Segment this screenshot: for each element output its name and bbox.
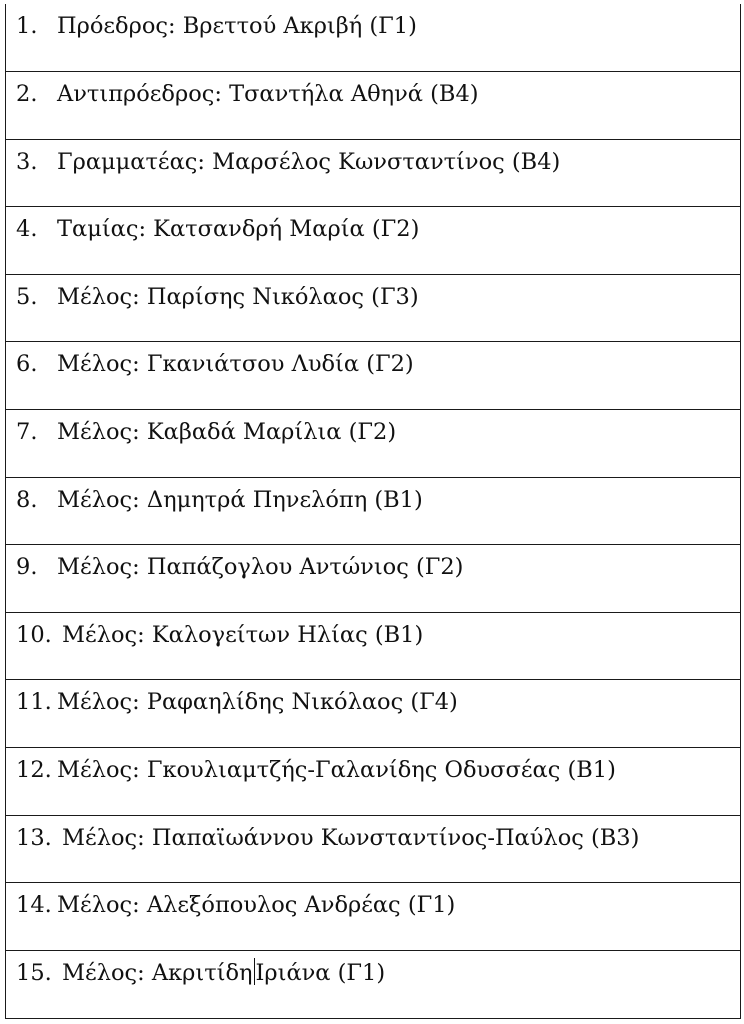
row-text <box>62 958 740 988</box>
row-text: Μέλος: Ραφαηλίδης Νικόλαος (Γ4) <box>57 689 458 716</box>
row-number: 12. <box>16 757 52 784</box>
table-row <box>6 274 740 342</box>
table-row <box>6 342 740 410</box>
table-row <box>6 207 740 275</box>
row-text: Ταμίας: Κατσανδρή Μαρία (Γ2) <box>57 216 420 243</box>
row-text: Μέλος: Γκανιάτσου Λυδία (Γ2) <box>57 351 414 378</box>
row-text-before-caret: Μέλος: Ακριτίδη <box>62 959 253 986</box>
row-number: 3. <box>16 148 38 175</box>
row-text: Μέλος: Γκουλιαμτζής-Γαλανίδης Οδυσσέας (Β1) <box>57 757 616 784</box>
table-row <box>6 612 740 680</box>
table-cell[interactable] <box>6 680 740 748</box>
table-cell[interactable] <box>6 207 740 275</box>
row-text: Μέλος: Καβαδά Μαρίλια (Γ2) <box>57 419 397 446</box>
row-number: 1. <box>16 13 38 39</box>
row-text: Μέλος: Παρίσης Νικόλαος (Γ3) <box>57 283 419 310</box>
table-row <box>6 950 740 1018</box>
table-cell[interactable] <box>6 274 740 342</box>
row-text: Μέλος: Δημητρά Πηνελόπη (Β1) <box>57 486 423 513</box>
table-cell[interactable] <box>6 545 740 613</box>
table-cell[interactable] <box>6 748 740 816</box>
table-row <box>6 477 740 545</box>
row-text: Γραμματέας: Μαρσέλος Κωνσταντίνος (Β4) <box>57 148 561 175</box>
table-row <box>6 410 740 478</box>
table-cell[interactable] <box>6 612 740 680</box>
text-cursor <box>254 958 255 985</box>
table-row <box>6 815 740 883</box>
row-number: 6. <box>16 351 38 378</box>
table-cell[interactable] <box>6 410 740 478</box>
table-cell[interactable] <box>6 883 740 951</box>
row-number: 8. <box>16 486 38 513</box>
row-number: 7. <box>16 419 38 446</box>
table-cell[interactable] <box>6 4 740 72</box>
table-row <box>6 883 740 951</box>
table-cell[interactable] <box>6 477 740 545</box>
table-row <box>6 545 740 613</box>
table-cell[interactable] <box>6 139 740 207</box>
row-number: 13. <box>16 824 52 851</box>
row-text: Μέλος: Παπάζογλου Αντώνιος (Γ2) <box>57 554 464 581</box>
row-text: Μέλος: Παπαϊωάννου Κωνσταντίνος-Παύλος (Β3) <box>62 824 640 851</box>
row-number: 11. <box>16 689 52 716</box>
table-row <box>6 4 740 72</box>
table-row <box>6 748 740 816</box>
row-text: Μέλος: Καλογείτων Ηλίας (Β1) <box>62 621 424 648</box>
row-number: 4. <box>16 216 38 243</box>
row-text: Μέλος: Αλεξόπουλος Ανδρέας (Γ1) <box>57 892 456 919</box>
table-cell[interactable] <box>6 950 740 1018</box>
table-cell[interactable] <box>6 342 740 410</box>
table-cell[interactable] <box>6 72 740 140</box>
row-text-after-caret: Ιριάνα (Γ1) <box>255 959 386 986</box>
table-cell[interactable] <box>6 815 740 883</box>
member-table <box>6 4 740 1018</box>
row-number: 2. <box>16 81 38 108</box>
row-number: 5. <box>16 283 38 310</box>
table-row <box>6 72 740 140</box>
row-text: Αντιπρόεδρος: Τσαντήλα Αθηνά (Β4) <box>57 81 479 108</box>
row-text: Πρόεδρος: Βρεττού Ακριβή (Γ1) <box>57 13 417 39</box>
table-row <box>6 139 740 207</box>
row-number: 14. <box>16 892 52 919</box>
table-row <box>6 680 740 748</box>
member-list-table <box>5 4 741 1019</box>
row-number: 10. <box>16 621 52 648</box>
row-number: 15. <box>16 959 52 986</box>
row-number: 9. <box>16 554 38 581</box>
